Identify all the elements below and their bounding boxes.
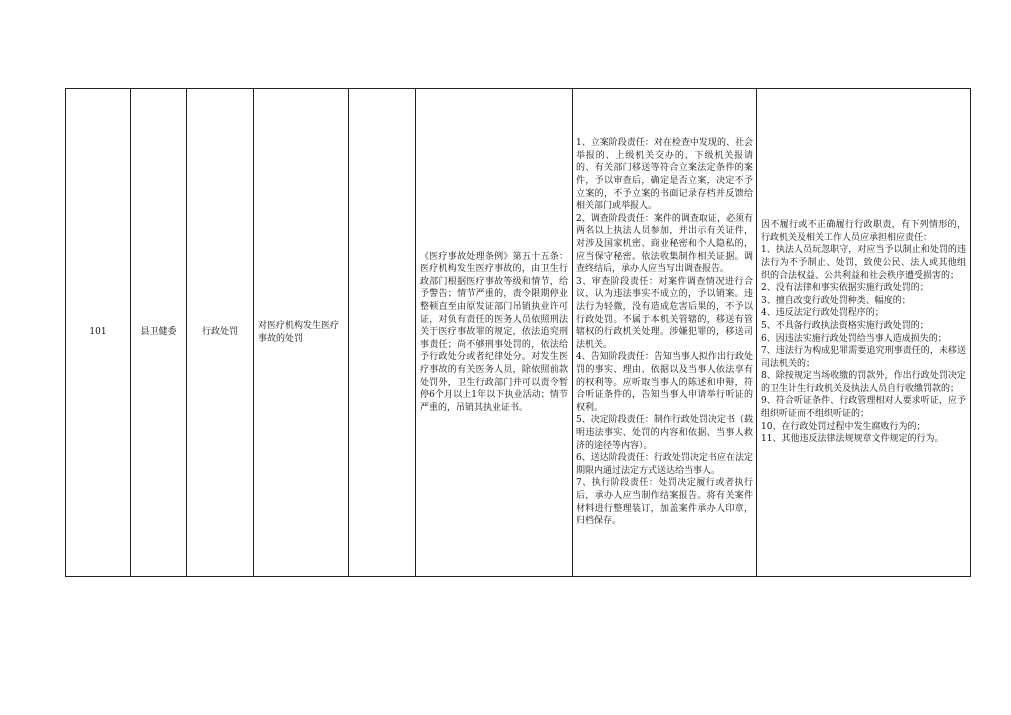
accountability-item: 11、其他违反法律法规规章文件规定的行为。 — [761, 434, 944, 445]
legal-basis-cell: 《医疗事故处理条例》第五十五条：医疗机构发生医疗事故的，由卫生行政部门根据医疗事故等级和情节，给予警告；情节严重的，责令限期停业整顿直至由原发证部门吊销执业许可证，对负有责任的医务人员依照刑法关于医疗事故罪的规定，依法追究刑事责任；尚不够刑事处罚的，依法给予行政处分或者纪律处分。对发生医疗事故的有关医务人员，除依照前款处罚外，卫生行政部门并可以责令暂停6个月以上1年以下执业活动；情节严重的，吊销其执业证书。 — [416, 89, 573, 577]
accountability-item: 5、不具备行政执法资格实施行政处罚的； — [761, 320, 929, 331]
power-list-table — [65, 88, 971, 577]
sub-item-cell — [349, 89, 416, 577]
accountability-item: 8、除按规定当场收缴的罚款外，作出行政处罚决定的卫生计生行政机关及执法人员自行收缴罚款的； — [761, 371, 966, 394]
responsibility-item: 3、审查阶段责任：对案件调查情况进行合议，认为违法事实不成立的，予以销案。违法行为轻微，没有造成危害后果的，不予以行政处罚。不属于本机关管辖的，移送有管辖权的行政机关处理。涉嫌犯罪的，移送司法机关。 — [576, 276, 753, 350]
power-type-cell: 行政处罚 — [187, 89, 254, 577]
accountability-item: 4、违反法定行政处罚程序的； — [761, 308, 884, 319]
table-row — [66, 89, 971, 577]
accountability-cell — [757, 89, 971, 577]
accountability-item: 3、擅自改变行政处罚种类、幅度的； — [761, 295, 911, 306]
seq-cell: 101 — [66, 89, 131, 577]
responsibility-cell — [573, 89, 757, 577]
responsibility-item: 7、执行阶段责任：处罚决定履行或者执行后，承办人应当制作结案报告。将有关案件材料进行整理装订，加盖案件承办人印章，归档保存。 — [576, 478, 753, 527]
responsibility-item: 6、送达阶段责任：行政处罚决定书应在法定期限内通过法定方式送达给当事人。 — [576, 453, 753, 476]
accountability-item: 9、符合听证条件、行政管理相对人要求听证，应予组织听证而不组织听证的； — [761, 396, 966, 420]
accountability-item: 6、因违法实施行政处罚给当事人造成损失的； — [761, 333, 947, 344]
accountability-item: 因不履行或不正确履行行政职责，有下列情形的，行政机关及相关工作人员应承担相应责任： — [761, 220, 966, 243]
accountability-item: 10、在行政处罚过程中发生腐败行为的； — [761, 421, 926, 432]
accountability-item: 1、执法人员玩忽职守，对应当予以制止和处罚的违法行为不予制止、处罚，致使公民、法人或其他组织的合法权益、公共利益和社会秩序遭受损害的； — [761, 245, 966, 281]
item-name-cell: 对医疗机构发生医疗事故的处罚 — [254, 89, 349, 577]
responsibility-item: 4、告知阶段责任：告知当事人拟作出行政处罚的事实、理由、依据以及当事人依法享有的权利等。应听取当事人的陈述和申辩，符合听证条件的，告知当事人申请举行听证的权利。 — [576, 352, 753, 413]
accountability-item: 7、违法行为构成犯罪需要追究刑事责任的，未移送司法机关的； — [761, 346, 966, 369]
responsibility-item: 5、决定阶段责任：制作行政处罚决定书（载明违法事实、处罚的内容和依据、当事人救济的途径等内容）。 — [576, 415, 753, 451]
responsibility-item: 1、立案阶段责任：对在检查中发现的、社会举报的、上级机关交办的、下级机关报请的、有关部门移送等符合立案法定条件的案件，予以审查后，确定是否立案，决定不予立案的，不予立案的书面记录存档并反馈给相关部门或举报人。 — [576, 138, 753, 212]
accountability-item: 2、没有法律和事实依据实施行政处罚的； — [761, 283, 929, 294]
department-cell: 县卫健委 — [131, 89, 187, 577]
responsibility-item: 2、调查阶段责任：案件的调查取证，必须有两名以上执法人员参加，并出示有关证件，对涉及国家机密、商业秘密和个人隐私的，应当保守秘密。依法收集制作相关证据。调查终结后，承办人应当写出调查报告。 — [576, 213, 753, 275]
